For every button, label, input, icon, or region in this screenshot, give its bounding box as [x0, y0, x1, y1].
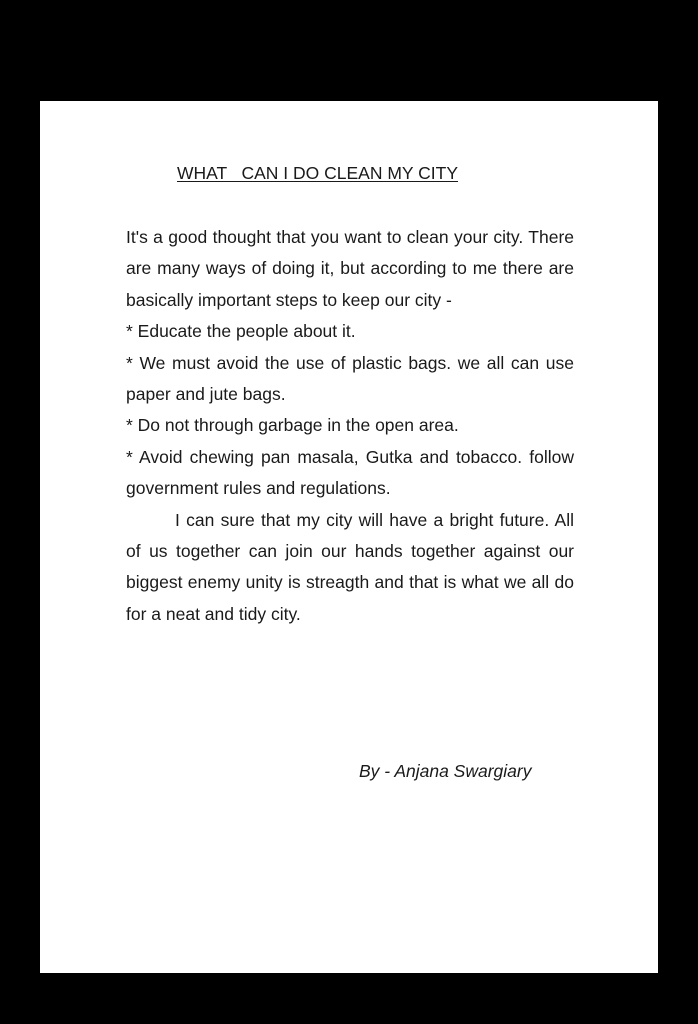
conclusion-paragraph: I can sure that my city will have a bright future. All of us together can join our hands together against our biggest enemy unity is streagth and that is what we all do for a neat and tidy city.	[126, 509, 574, 624]
bullet-item: * Avoid chewing pan masala, Gutka and tobacco. follow government rules and regulations.	[126, 446, 574, 499]
document-page	[40, 101, 658, 973]
page-title: WHAT CAN I DO CLEAN MY CITY	[177, 163, 459, 183]
bullet-item: * We must avoid the use of plastic bags. we all can use paper and jute bags.	[126, 352, 574, 405]
bullet-item: * Educate the people about it.	[126, 321, 356, 342]
intro-paragraph: It's a good thought that you want to clean your city. There are many ways of doing it, but according to me there are basically important steps to keep our city -	[126, 227, 574, 310]
author-signature: By - Anjana Swargiary	[359, 761, 532, 781]
bullet-item: * Do not through garbage in the open area.	[126, 415, 459, 436]
essay-body	[126, 222, 574, 630]
